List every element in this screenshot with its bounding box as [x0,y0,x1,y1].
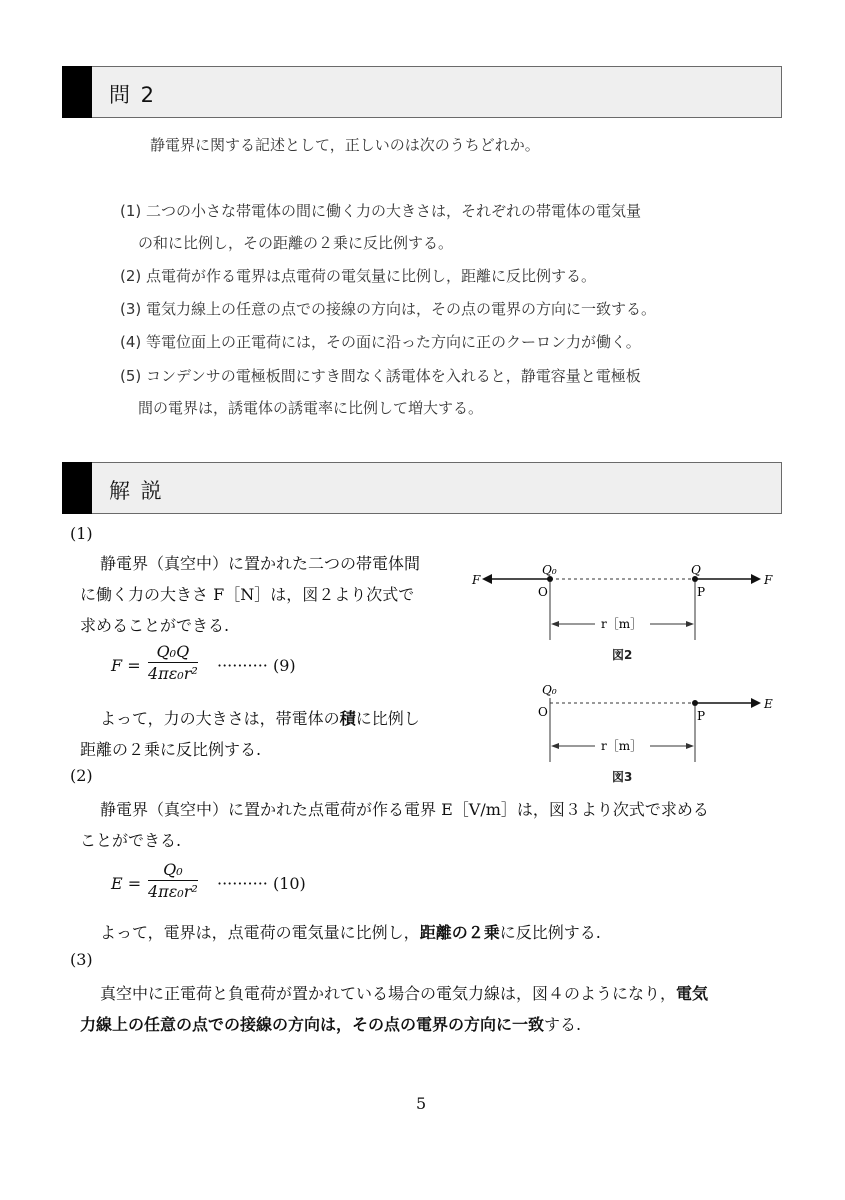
label-q0: Q₀ [542,683,557,697]
label-r: r［m］ [601,739,643,753]
dimension-arrow [551,743,559,749]
text-run: 真空中に正電荷と負電荷が置かれている場合の電気力線は，図４のようになり， [100,984,677,1003]
option-2 [120,265,596,286]
option-5 [120,365,641,386]
section-number: (2) [70,766,93,785]
label-r: r［m］ [601,617,643,631]
label-f-right: F [764,573,773,587]
paragraph-line [100,706,420,729]
option-3 [120,298,656,319]
header-marker [62,462,92,514]
section-number: (1) [70,524,93,543]
equation-numerator: Q₀Q [148,642,198,663]
paragraph-line: ことができる. [80,831,182,850]
option-text: 二つの小さな帯電体の間に働く力の大きさは，それぞれの帯電体の電気量 [146,202,642,220]
explanation-header [62,462,782,514]
equation-lhs: F = [111,656,141,675]
option-text: コンデンサの電極板間にすき間なく誘電体を入れると，静電容量と電極板 [146,367,641,385]
text-run: に比例し [355,709,420,728]
label-p: P [697,709,706,723]
option-text: 電気力線上の任意の点での接線の方向は，その点の電界の方向に一致する。 [146,300,657,318]
equation-number: ·········· (9) [217,656,296,675]
arrow-head-right [751,698,761,708]
option-5-cont: 間の電界は，誘電体の誘電率に比例して増大する。 [138,399,484,417]
label-e: E [764,697,773,711]
text-run: よって，力の大きさは，帯電体の [100,709,340,728]
paragraph-line: 静電界（真空中）に置かれた二つの帯電体間 [100,554,421,573]
label-p: P [697,585,706,599]
dimension-arrow [686,621,694,627]
option-number: (5) [120,367,142,385]
paragraph-line: 求めることができる. [80,616,230,635]
page-number: 5 [416,1094,427,1113]
text-run: に反比例する. [499,923,601,942]
paragraph-line [100,920,601,943]
figure-2-caption: 図2 [612,648,633,662]
equation-fraction [148,642,198,683]
label-q0: Q₀ [542,563,557,577]
dimension-arrow [686,743,694,749]
section-number: (3) [70,950,93,969]
equation-numerator: Q₀ [148,860,198,881]
text-run: する. [544,1015,582,1034]
paragraph-line: 静電界（真空中）に置かれた点電荷が作る電界 E［V/m］は，図３より次式で求める [100,800,709,819]
equation-lhs: E = [111,874,142,893]
figure-3-caption: 図3 [612,770,633,784]
paragraph-line: 距離の２乗に反比例する. [80,740,262,759]
option-1-cont: の和に比例し，その距離の２乗に反比例する。 [138,234,454,252]
label-q: Q [691,563,701,577]
label-o: O [538,705,548,719]
equation-denominator: 4πε₀r² [148,664,198,683]
emphasis: 電気 [676,984,709,1003]
question-header [62,66,782,118]
header-marker [62,66,92,118]
text-run: よって，電界は，点電荷の電気量に比例し， [100,923,420,942]
paragraph-line: に働く力の大きさ F［N］は，図２より次式で [80,585,415,604]
label-o: O [538,585,548,599]
point-p-dot [692,700,698,706]
equation-denominator: 4πε₀r² [148,882,198,901]
equation-fraction [148,860,198,901]
emphasis: 距離の２乗 [419,923,500,942]
equation-number: ·········· (10) [217,874,306,893]
paragraph-line [80,1012,581,1035]
option-1 [120,200,641,221]
arrow-head-left [482,574,492,584]
figure-3 [470,680,780,770]
label-f-left: F [472,573,481,587]
emphasis: 力線上の任意の点での接線の方向は，その点の電界の方向に一致 [80,1015,545,1034]
explanation-title: 解 説 [109,479,164,503]
option-number: (3) [120,300,142,318]
question-title: 問 2 [109,83,157,107]
option-number: (4) [120,333,142,351]
dimension-arrow [551,621,559,627]
arrow-head-right [751,574,761,584]
paragraph-line [100,981,708,1004]
option-number: (2) [120,267,142,285]
question-prompt: 静電界に関する記述として，正しいのは次のうちどれか。 [150,136,540,154]
emphasis: 積 [339,709,356,728]
option-4 [120,331,641,352]
option-text: 点電荷が作る電界は点電荷の電気量に比例し，距離に反比例する。 [146,267,597,285]
option-number: (1) [120,202,142,220]
option-text: 等電位面上の正電荷には，その面に沿った方向に正のクーロン力が働く。 [146,333,641,351]
